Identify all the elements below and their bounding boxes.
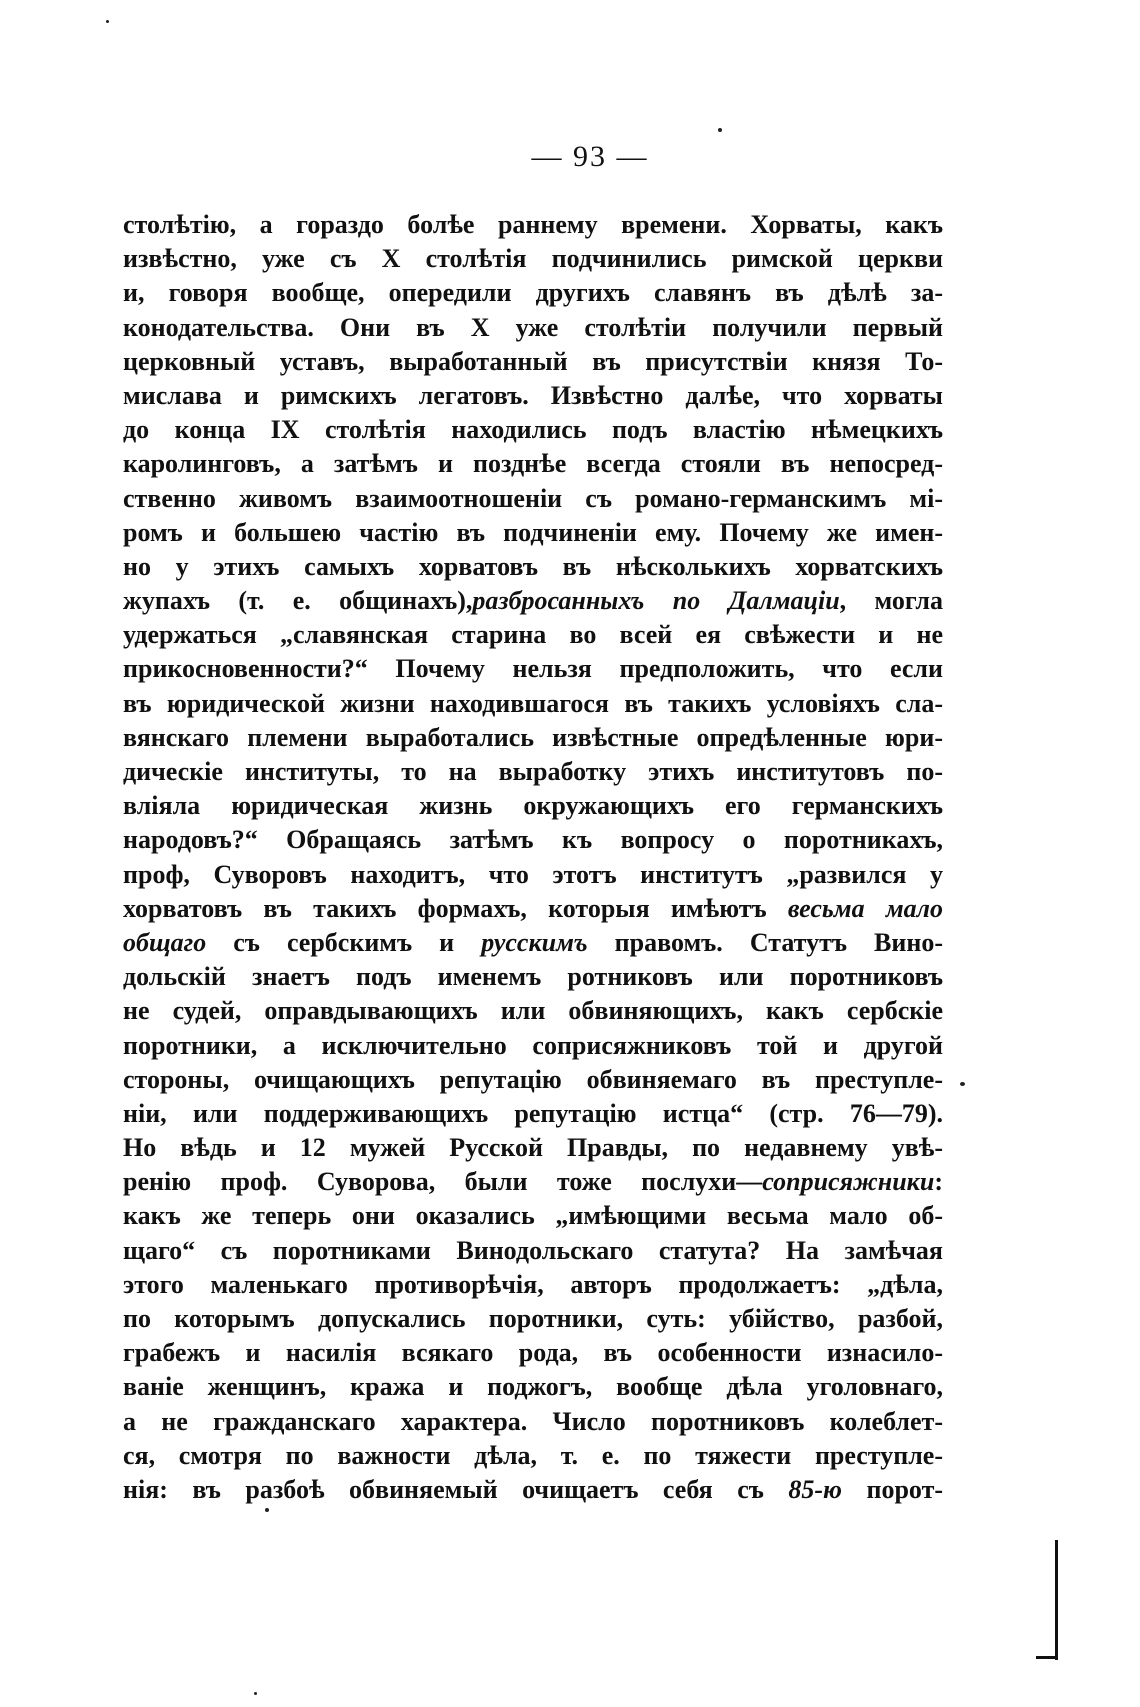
text-line: общаго съ сербскимъ и русскимъ правомъ. Статутъ Вино- xyxy=(123,927,943,957)
text-line: а не гражданскаго характера. Число поротниковъ колеблет- xyxy=(123,1406,943,1436)
text-line: дическіе институты, то на выработку этихъ институтовъ по- xyxy=(123,757,943,786)
text-line: ніи, или поддерживающихъ репутацію истца“ (стр. 76—79). xyxy=(123,1098,943,1128)
text-line: дольскій знаетъ подъ именемъ ротниковъ или поротниковъ xyxy=(123,962,943,992)
italic-emphasis: 85-ю xyxy=(788,1474,843,1504)
scan-speck xyxy=(106,20,109,23)
text-line: каролинговъ, а затѣмъ и позднѣе всегда стояли въ непосред- xyxy=(123,449,943,479)
text-line: этого маленькаго противорѣчія, авторъ продолжаетъ: „дѣла, xyxy=(123,1269,943,1299)
text-line: нія: въ разбоѣ обвиняемый очищаетъ себя съ 85-ю порот- xyxy=(123,1474,943,1504)
scan-speck xyxy=(960,1082,965,1086)
text-line: не судей, оправдывающихъ или обвиняющихъ, какъ сербскіе xyxy=(123,996,943,1026)
scan-speck xyxy=(254,1692,257,1695)
text-line: удержаться „славянская старина во всей ея свѣжести и не xyxy=(123,620,943,650)
italic-emphasis: разбросанныхъ по Далмаціи xyxy=(472,586,840,616)
text-line: мислава и римскихъ легатовъ. Извѣстно далѣе, что хорваты xyxy=(123,380,943,410)
scan-speck xyxy=(718,128,722,132)
text-line: Но вѣдь и 12 мужей Русской Правды, по недавнему увѣ- xyxy=(123,1133,943,1163)
text-line: ренію проф. Суворова, были тоже послухи—соприсяжники: xyxy=(123,1167,943,1197)
binding-edge-mark xyxy=(1055,1540,1058,1660)
binding-edge-mark xyxy=(1036,1656,1058,1659)
text-line: поротники, а исключительно соприсяжниковъ той и другой xyxy=(123,1030,943,1060)
text-line: хорватовъ въ такихъ формахъ, которыя имѣютъ весьма мало xyxy=(123,893,943,923)
text-line: до конца IX столѣтія находились подъ властію нѣмецкихъ xyxy=(123,415,943,445)
text-line: народовъ?“ Обращаясь затѣмъ къ вопросу о поротникахъ, xyxy=(123,825,943,855)
text-line: щаго“ съ поротниками Винодольскаго статута? На замѣчая xyxy=(123,1235,943,1265)
italic-emphasis: русскимъ xyxy=(481,927,588,957)
text-line: грабежъ и насилія всякаго рода, въ особенности изнасило- xyxy=(123,1338,943,1368)
text-line: въ юридической жизни находившагося въ такихъ условіяхъ сла- xyxy=(123,688,943,718)
text-line: столѣтію, а гораздо болѣе раннему времени. Хорваты, какъ xyxy=(123,210,943,239)
text-line: но у этихъ самыхъ хорватовъ въ нѣсколькихъ хорватскихъ xyxy=(123,551,943,581)
text-line: ся, смотря по важности дѣла, т. е. по тяжести преступле- xyxy=(123,1440,943,1470)
text-line: жупахъ (т. е. общинахъ),разбросанныхъ по Далмаціи, могла xyxy=(123,586,943,616)
text-line: по которымъ допускались поротники, суть: убійство, разбой, xyxy=(123,1304,943,1333)
text-line: и, говоря вообще, опередили другихъ славянъ въ дѣлѣ за- xyxy=(123,278,943,308)
text-line: ваніе женщинъ, кража и поджогъ, вообще дѣла уголовнаго, xyxy=(123,1372,943,1402)
text-line: вянскаго племени выработались извѣстные опредѣленные юри- xyxy=(123,722,943,752)
text-line: вліяла юридическая жизнь окружающихъ его германскихъ xyxy=(123,791,943,821)
page-number: — 93 — xyxy=(531,140,649,173)
text-line: стороны, очищающихъ репутацію обвиняемаго въ преступле- xyxy=(123,1064,943,1094)
italic-emphasis: весьма мало xyxy=(787,893,943,923)
text-line: прикосновенности?“ Почему нельзя предположить, что если xyxy=(123,654,943,684)
text-line: ственно живомъ взаимоотношеніи съ романо-германскимъ мі- xyxy=(123,483,943,513)
italic-emphasis: общаго xyxy=(123,927,207,957)
text-line: ромъ и большею частію въ подчиненіи ему. Почему же имен- xyxy=(123,517,943,547)
text-line: конодательства. Они въ X уже столѣтіи получили первый xyxy=(123,312,943,342)
text-line: извѣстно, уже съ X столѣтія подчинились римской церкви xyxy=(123,244,943,274)
italic-emphasis: соприсяжники xyxy=(762,1167,935,1197)
text-line: церковный уставъ, выработанный въ присутствіи князя То- xyxy=(123,346,943,376)
scan-speck xyxy=(265,1508,269,1512)
body-text xyxy=(123,208,943,1507)
text-line: какъ же теперь они оказались „имѣющими весьма мало об- xyxy=(123,1201,943,1231)
text-line: проф, Суворовъ находитъ, что этотъ институтъ „развился у xyxy=(123,859,943,889)
